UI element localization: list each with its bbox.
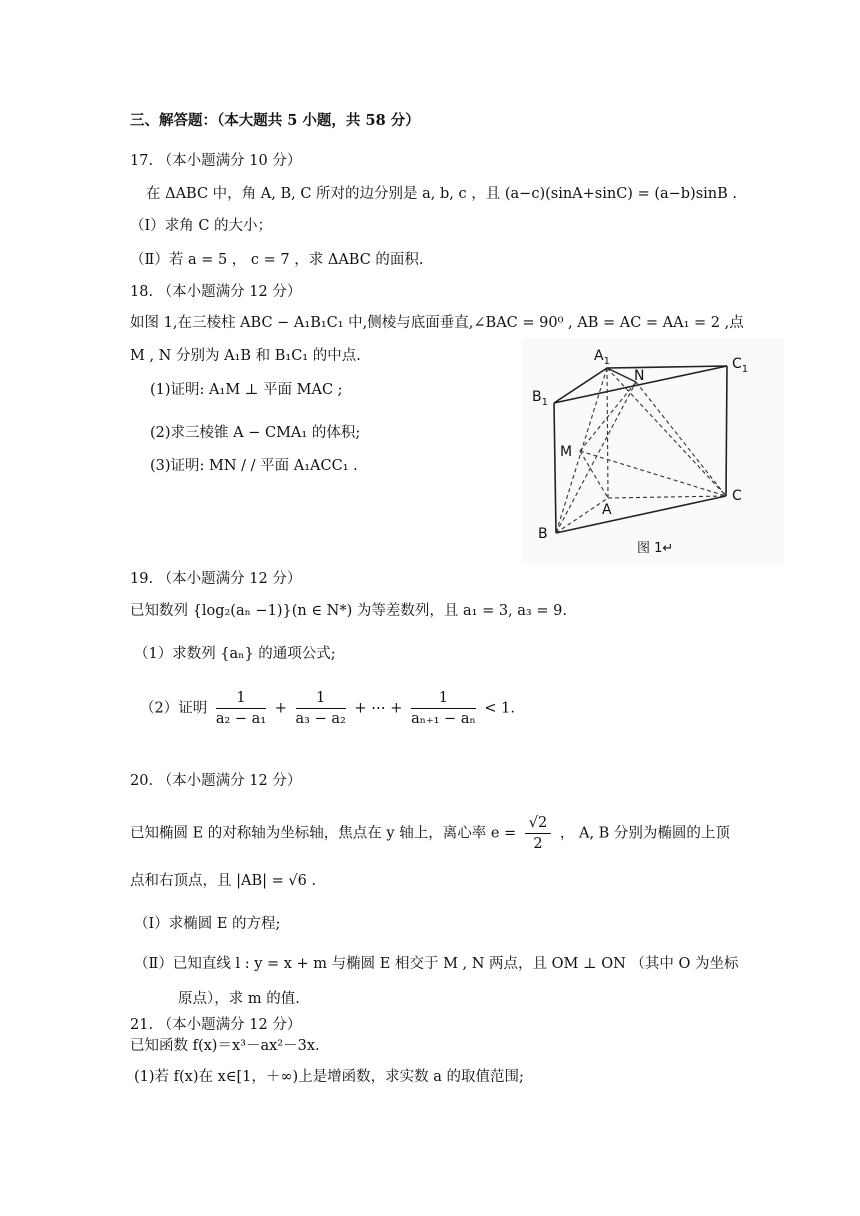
q18-stem-line2: M , N 分别为 A₁B 和 B₁C₁ 的中点.	[130, 348, 361, 364]
label-A: A	[602, 502, 612, 518]
q18-header: 18. （本小题满分 12 分）	[130, 284, 302, 300]
section-title: 三、解答题：（本大题共 5 小题，共 58 分）	[130, 112, 420, 129]
q19-header: 19. （本小题满分 12 分）	[130, 571, 302, 587]
q19-part2	[140, 688, 515, 729]
q19-plus: +	[274, 700, 287, 717]
q21-part1: (1)若 f(x)在 x∈[1，＋∞)上是增函数，求实数 a 的取值范围;	[134, 1069, 524, 1085]
q19-frac1-den: a₂ − a₁	[215, 711, 267, 727]
q19-frac2-num: 1	[296, 688, 346, 709]
q19-fraction-1	[216, 688, 266, 729]
q20-stem-b: ， A, B 分别为椭圆的上顶	[559, 825, 730, 842]
label-A1: $A_1$	[594, 348, 610, 367]
q18-part2: (2)求三棱锥 A − CMA₁ 的体积;	[150, 425, 361, 441]
label-B1: $B_1$	[532, 389, 548, 408]
q20-part2-line1: （Ⅱ）已知直线 l : y = x + m 与椭圆 E 相交于 M , N 两点，且 OM ⊥ ON （其中 O 为坐标	[134, 956, 739, 972]
q17-part2: （Ⅱ）若 a = 5 ， c = 7 ，求 ΔABC 的面积.	[130, 252, 424, 268]
q18-stem-line1: 如图 1,在三棱柱 ABC − A₁B₁C₁ 中,侧棱与底面垂直,∠BAC = 90⁰ , AB = AC = AA₁ = 2 ,点	[130, 315, 744, 331]
q21-stem: 已知函数 f(x)＝x³－ax²－3x.	[130, 1038, 320, 1054]
q18-part1: (1)证明: A₁M ⊥ 平面 MAC ;	[150, 382, 343, 398]
q20-e-den: 2	[533, 836, 543, 852]
label-M: M	[560, 444, 573, 460]
q20-header: 20. （本小题满分 12 分）	[130, 773, 302, 789]
q19-part1: （1）求数列 {aₙ} 的通项公式;	[134, 646, 336, 662]
q17-stem: 在 ΔABC 中，角 A, B, C 所对的边分别是 a, b, c ，且 (a−c)(sinA+sinC) = (a−b)sinB .	[146, 186, 738, 202]
label-C: C	[732, 488, 742, 504]
q20-part2-line2: 原点），求 m 的值.	[178, 991, 300, 1007]
label-B: B	[538, 526, 548, 542]
q17-header: 17. （本小题满分 10 分）	[130, 153, 302, 169]
q18-part3: (3)证明: MN / / 平面 A₁ACC₁ .	[150, 458, 358, 474]
q19-part2-prefix: （2）证明	[140, 700, 208, 717]
prism-diagram	[522, 338, 784, 564]
q20-eccentricity-fraction	[525, 813, 551, 854]
q19-frac3-den: aₙ₊₁ − aₙ	[411, 711, 476, 727]
q19-fraction-3	[411, 688, 476, 729]
q20-stem-a: 已知椭圆 E 的对称轴为坐标轴，焦点在 y 轴上，离心率 e =	[130, 825, 517, 842]
label-N: N	[634, 368, 645, 384]
q19-frac3-num: 1	[411, 688, 476, 709]
q19-frac1-num: 1	[216, 688, 266, 709]
figure-caption: 图 1↵	[637, 541, 674, 556]
q19-stem: 已知数列 {log₂(aₙ −1)}(n ∈ N*) 为等差数列，且 a₁ = 3, a₃ = 9.	[130, 603, 567, 619]
q20-stem-line2: 点和右顶点，且 |AB| = √6 .	[130, 873, 317, 889]
q19-frac2-den: a₃ − a₂	[295, 711, 346, 727]
q20-stem-line1	[130, 813, 730, 854]
q20-part1: （Ⅰ）求椭圆 E 的方程;	[134, 916, 281, 932]
label-C1: $C_1$	[732, 356, 749, 375]
prism-figure	[522, 338, 784, 564]
q20-e-num: √2	[525, 813, 551, 834]
q21-header: 21. （本小题满分 12 分）	[130, 1017, 302, 1033]
q19-fraction-2	[296, 688, 346, 729]
q17-part1: （Ⅰ）求角 C 的大小；	[130, 218, 273, 234]
edge-C1C	[726, 366, 727, 496]
q19-dots: + ⋯ +	[354, 700, 403, 717]
q19-part2-suffix: < 1.	[484, 700, 515, 717]
